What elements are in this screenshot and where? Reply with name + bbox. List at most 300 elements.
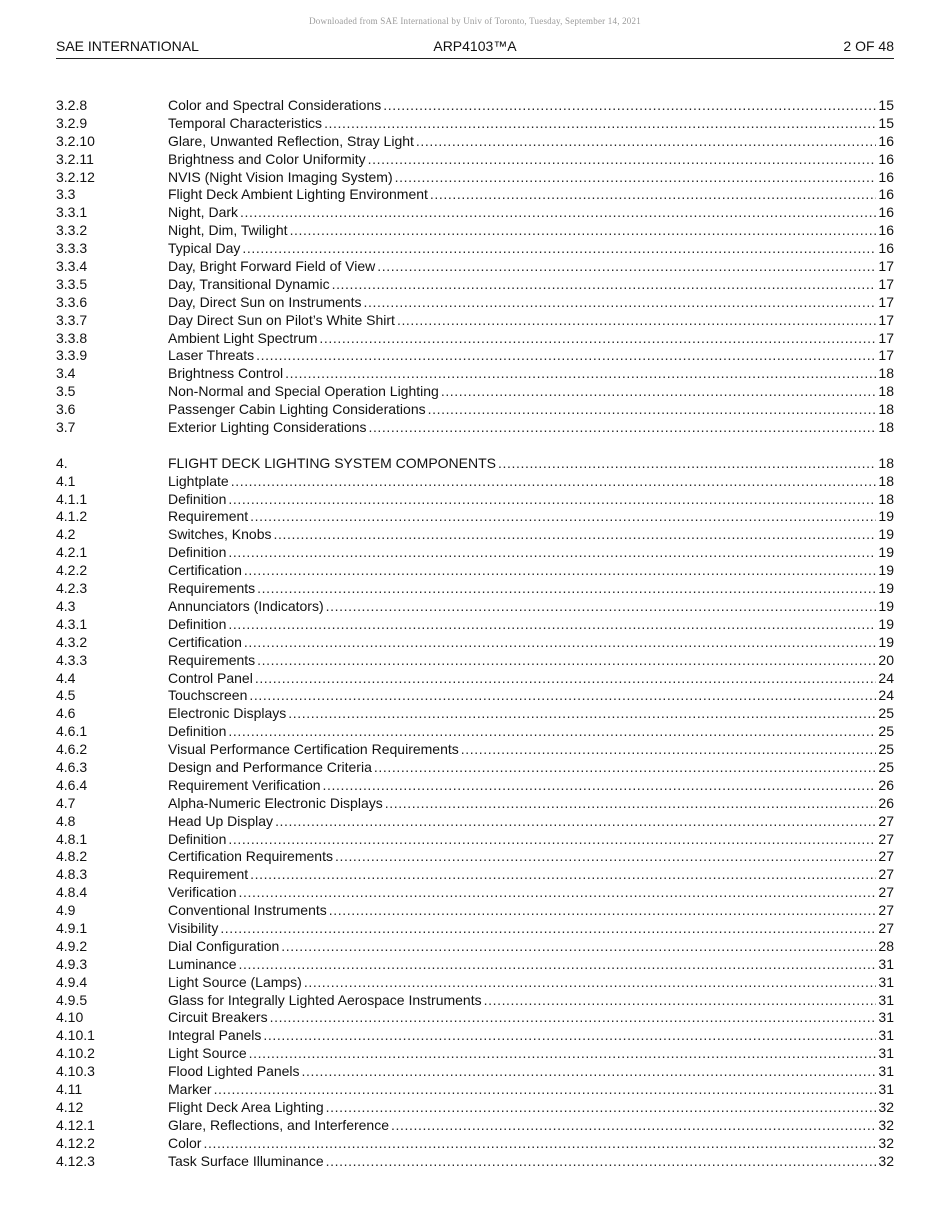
- toc-section-number: 4.3.1: [56, 615, 88, 632]
- toc-section-number: 3.7: [56, 419, 76, 436]
- toc-section-title: Marker: [168, 1080, 212, 1097]
- toc-entry-line: [168, 1045, 894, 1063]
- toc-section-title: Flood Lighted Panels: [168, 1063, 300, 1080]
- toc-entry[interactable]: [56, 1027, 894, 1045]
- toc-entry-line: [168, 491, 894, 509]
- toc-section-number: 4.12.2: [56, 1134, 95, 1151]
- toc-section-title: Temporal Characteristics: [168, 114, 323, 131]
- toc-section-title: Conventional Instruments: [168, 902, 327, 919]
- toc-entry[interactable]: [56, 526, 894, 544]
- toc-entry-line: [168, 97, 894, 115]
- toc-section-number: 4.2: [56, 526, 76, 543]
- toc-entry-line: [168, 580, 894, 598]
- toc-entry[interactable]: [56, 1099, 894, 1117]
- toc-dot-leader: [274, 526, 877, 544]
- toc-dot-leader: [231, 473, 877, 491]
- toc-dot-leader: [203, 1135, 876, 1153]
- toc-entry[interactable]: [56, 687, 894, 705]
- toc-entry-line: [168, 401, 894, 419]
- toc-section-number: 3.6: [56, 401, 76, 418]
- toc-section-title: Light Source (Lamps): [168, 973, 302, 990]
- toc-dot-leader: [244, 634, 877, 652]
- toc-page-number: 17: [878, 347, 894, 364]
- toc-page-number: 19: [878, 615, 894, 632]
- toc-section-title: Ambient Light Spectrum: [168, 329, 318, 346]
- toc-dot-leader: [240, 204, 876, 222]
- toc-page-number: 24: [878, 687, 894, 704]
- toc-section-title: Laser Threats: [168, 347, 255, 364]
- toc-section-title: Day, Bright Forward Field of View: [168, 258, 376, 275]
- toc-page-number: 19: [878, 580, 894, 597]
- toc-section-title: Requirements: [168, 651, 256, 668]
- toc-entry[interactable]: [56, 1009, 894, 1027]
- toc-dot-leader: [228, 544, 876, 562]
- toc-section-title: Requirement: [168, 508, 249, 525]
- toc-section-title: Day Direct Sun on Pilot’s White Shirt: [168, 311, 395, 328]
- toc-dot-leader: [374, 759, 877, 777]
- toc-dot-leader: [383, 97, 876, 115]
- toc-page-number: 16: [878, 150, 894, 167]
- toc-section-number: 3.3.9: [56, 347, 88, 364]
- toc-entry[interactable]: [56, 938, 894, 956]
- toc-entry[interactable]: [56, 723, 894, 741]
- toc-entry[interactable]: [56, 795, 894, 813]
- toc-section-number: 3.3: [56, 186, 76, 203]
- toc-section-number: 3.3.5: [56, 275, 88, 292]
- toc-page-number: 16: [878, 240, 894, 257]
- toc-entry-line: [168, 777, 894, 795]
- toc-entry-line: [168, 938, 894, 956]
- toc-entry[interactable]: [56, 330, 894, 348]
- toc-dot-leader: [395, 169, 877, 187]
- toc-section-number: 4.9.2: [56, 937, 88, 954]
- toc-entry-line: [168, 866, 894, 884]
- toc-page-number: 19: [878, 544, 894, 561]
- toc-section-title: Circuit Breakers: [168, 1009, 268, 1026]
- toc-entry-line: [168, 169, 894, 187]
- toc-entry[interactable]: [56, 974, 894, 992]
- toc-entry[interactable]: [56, 133, 894, 151]
- toc-dot-leader: [288, 705, 876, 723]
- toc-section-number: 4.12.1: [56, 1116, 95, 1133]
- toc-page-number: 19: [878, 562, 894, 579]
- toc-entry-line: [168, 705, 894, 723]
- toc-page-number: 19: [878, 633, 894, 650]
- toc-entry[interactable]: [56, 204, 894, 222]
- toc-section-title: Brightness Control: [168, 365, 284, 382]
- toc-section-number: 4.2.2: [56, 562, 88, 579]
- download-watermark-note: Downloaded from SAE International by Univ of Toronto, Tuesday, September 14, 2021: [309, 16, 641, 26]
- toc-section-title: Day, Direct Sun on Instruments: [168, 293, 362, 310]
- toc-entry[interactable]: [56, 902, 894, 920]
- toc-dot-leader: [329, 902, 877, 920]
- toc-page-number: 17: [878, 311, 894, 328]
- toc-section-number: 4.10: [56, 1009, 84, 1026]
- toc-page-number: 16: [878, 222, 894, 239]
- toc-entry-line: [168, 741, 894, 759]
- toc-section-title: Flight Deck Area Lighting: [168, 1098, 324, 1115]
- toc-section-number: 4.: [56, 454, 68, 471]
- toc-entry-line: [168, 884, 894, 902]
- toc-entry[interactable]: [56, 634, 894, 652]
- toc-section-number: 4.6.3: [56, 758, 88, 775]
- toc-entry-line: [168, 848, 894, 866]
- toc-entry-line: [168, 670, 894, 688]
- toc-dot-leader: [498, 455, 876, 473]
- toc-page-number: 16: [878, 204, 894, 221]
- toc-entry-line: [168, 115, 894, 133]
- toc-dot-leader: [416, 133, 877, 151]
- toc-section-number: 4.8.2: [56, 848, 88, 865]
- toc-dot-leader: [250, 866, 876, 884]
- toc-entry[interactable]: [56, 294, 894, 312]
- toc-section-title: Definition: [168, 615, 227, 632]
- toc-dot-leader: [319, 330, 876, 348]
- toc-entry-line: [168, 687, 894, 705]
- toc-dot-leader: [257, 580, 876, 598]
- toc-page-number: 18: [878, 419, 894, 436]
- toc-page-number: 25: [878, 705, 894, 722]
- toc-entry-line: [168, 1117, 894, 1135]
- toc-section-number: 3.2.8: [56, 97, 88, 113]
- toc-entry-line: [168, 1135, 894, 1153]
- toc-section-number: 3.5: [56, 383, 76, 400]
- toc-entry[interactable]: [56, 312, 894, 330]
- toc-dot-leader: [249, 687, 876, 705]
- toc-page-number: 19: [878, 597, 894, 614]
- toc-entry[interactable]: [56, 401, 894, 419]
- toc-section-title: Head Up Display: [168, 812, 274, 829]
- toc-dot-leader: [220, 920, 876, 938]
- toc-page-number: 17: [878, 293, 894, 310]
- toc-entry[interactable]: [56, 97, 894, 115]
- toc-dot-leader: [368, 419, 876, 437]
- toc-section-number: 4.6: [56, 705, 76, 722]
- toc-section-title: Touchscreen: [168, 687, 248, 704]
- toc-section-number: 4.10.2: [56, 1045, 95, 1062]
- toc-page-number: 31: [878, 991, 894, 1008]
- toc-section-number: 3.3.7: [56, 311, 88, 328]
- toc-entry[interactable]: [56, 186, 894, 204]
- toc-entry[interactable]: [56, 813, 894, 831]
- toc-dot-leader: [323, 777, 877, 795]
- toc-entry[interactable]: [56, 151, 894, 169]
- toc-page-number: 18: [878, 490, 894, 507]
- toc-section-number: 4.11: [56, 1080, 83, 1097]
- toc-section-number: 4.12.3: [56, 1152, 95, 1169]
- toc-section-title: Night, Dark: [168, 204, 239, 221]
- toc-dot-leader: [285, 365, 876, 383]
- toc-entry[interactable]: [56, 1135, 894, 1153]
- toc-page-number: 27: [878, 830, 894, 847]
- toc-entry-line: [168, 133, 894, 151]
- toc-entry-line: [168, 383, 894, 401]
- publisher-name: SAE INTERNATIONAL: [56, 38, 199, 54]
- toc-entry-line: [168, 151, 894, 169]
- toc-entry[interactable]: [56, 992, 894, 1010]
- toc-section-title: Switches, Knobs: [168, 526, 272, 543]
- toc-section-title: Certification Requirements: [168, 848, 333, 865]
- toc-entry-line: [168, 276, 894, 294]
- toc-entry[interactable]: [56, 419, 894, 437]
- toc-entry-line: [168, 920, 894, 938]
- toc-entry-line: [168, 813, 894, 831]
- toc-section-title: Definition: [168, 830, 227, 847]
- toc-section-title: Light Source: [168, 1045, 247, 1062]
- toc-section-title: Luminance: [168, 955, 237, 972]
- toc-dot-leader: [461, 741, 877, 759]
- toc-entry-line: [168, 544, 894, 562]
- toc-section-number: 4.12: [56, 1098, 84, 1115]
- toc-section-number: 4.9.1: [56, 919, 88, 936]
- toc-page-number: 32: [878, 1116, 894, 1133]
- toc-entry[interactable]: [56, 741, 894, 759]
- toc-entry[interactable]: [56, 759, 894, 777]
- toc-page-number: 17: [878, 275, 894, 292]
- toc-section-title: Lightplate: [168, 472, 229, 489]
- toc-page-number: 26: [878, 794, 894, 811]
- toc-entry[interactable]: [56, 1153, 894, 1171]
- toc-dot-leader: [326, 598, 877, 616]
- toc-entry[interactable]: [56, 222, 894, 240]
- toc-dot-leader: [324, 115, 876, 133]
- toc-page-number: 27: [878, 902, 894, 919]
- toc-dot-leader: [275, 813, 876, 831]
- toc-dot-leader: [385, 795, 877, 813]
- toc-page-number: 32: [878, 1098, 894, 1115]
- toc-entry-line: [168, 222, 894, 240]
- toc-page-number: 27: [878, 848, 894, 865]
- toc-entry[interactable]: [56, 562, 894, 580]
- toc-entry[interactable]: [56, 1117, 894, 1135]
- page-number: 2 OF 48: [843, 38, 894, 54]
- toc-entry-line: [168, 634, 894, 652]
- toc-entry[interactable]: [56, 1063, 894, 1081]
- toc-dot-leader: [228, 831, 876, 849]
- toc-page-number: 15: [878, 114, 894, 131]
- toc-entry[interactable]: [56, 848, 894, 866]
- toc-dot-leader: [304, 974, 877, 992]
- toc-entry[interactable]: [56, 455, 894, 473]
- toc-section-title: Definition: [168, 544, 227, 561]
- toc-section-title: Definition: [168, 490, 227, 507]
- toc-entry-line: [168, 1009, 894, 1027]
- toc-entry[interactable]: [56, 920, 894, 938]
- toc-section-title: Visual Performance Certification Requirements: [168, 741, 459, 758]
- toc-section-number: 4.9: [56, 902, 76, 919]
- toc-section-number: 3.4: [56, 365, 76, 382]
- toc-entry[interactable]: [56, 866, 894, 884]
- toc-entry-line: [168, 1153, 894, 1171]
- toc-entry[interactable]: [56, 258, 894, 276]
- toc-page-number: 28: [878, 937, 894, 954]
- toc-entry-line: [168, 1081, 894, 1099]
- toc-entry-line: [168, 616, 894, 634]
- toc-entry[interactable]: [56, 347, 894, 365]
- toc-section-number: 4.2.3: [56, 580, 88, 597]
- toc-entry[interactable]: [56, 652, 894, 670]
- toc-section-title: Electronic Displays: [168, 705, 287, 722]
- toc-section-number: 3.2.9: [56, 114, 88, 131]
- toc-entry[interactable]: [56, 616, 894, 634]
- toc-section-number: 4.1.1: [56, 490, 88, 507]
- toc-page-number: 16: [878, 186, 894, 203]
- toc-dot-leader: [290, 222, 877, 240]
- toc-entry-line: [168, 956, 894, 974]
- toc-entry[interactable]: [56, 670, 894, 688]
- toc-entry-line: [168, 419, 894, 437]
- toc-page-number: 31: [878, 1045, 894, 1062]
- toc-dot-leader: [239, 956, 877, 974]
- toc-section-title: Integral Panels: [168, 1027, 262, 1044]
- toc-entry-line: [168, 1027, 894, 1045]
- toc-page-number: 16: [878, 132, 894, 149]
- toc-page-number: 18: [878, 383, 894, 400]
- toc-entry[interactable]: [56, 383, 894, 401]
- toc-section-number: 3.3.1: [56, 204, 88, 221]
- toc-entry-line: [168, 240, 894, 258]
- toc-dot-leader: [214, 1081, 877, 1099]
- toc-entry-line: [168, 1063, 894, 1081]
- toc-dot-leader: [326, 1099, 877, 1117]
- toc-dot-leader: [428, 401, 877, 419]
- toc-entry[interactable]: [56, 777, 894, 795]
- toc-entry[interactable]: [56, 115, 894, 133]
- toc-section-number: 4.6.1: [56, 723, 88, 740]
- toc-entry-line: [168, 902, 894, 920]
- toc-page-number: 25: [878, 723, 894, 740]
- toc-section-number: 4.3.2: [56, 633, 88, 650]
- toc-section-title: Annunciators (Indicators): [168, 597, 324, 614]
- toc-dot-leader: [228, 491, 876, 509]
- toc-section-title: Requirement: [168, 866, 249, 883]
- toc-section-title: Exterior Lighting Considerations: [168, 419, 367, 436]
- toc-page-number: 27: [878, 884, 894, 901]
- toc-dot-leader: [335, 848, 876, 866]
- toc-section-number: 4.7: [56, 794, 76, 811]
- toc-entry-line: [168, 723, 894, 741]
- toc-section-number: 4.8.3: [56, 866, 88, 883]
- toc-dot-leader: [257, 652, 876, 670]
- toc-section-number: 4.6.4: [56, 776, 88, 793]
- toc-entry[interactable]: [56, 365, 894, 383]
- toc-entry-line: [168, 974, 894, 992]
- toc-page-number: 31: [878, 973, 894, 990]
- toc-entry-line: [168, 330, 894, 348]
- toc-section-title: Glare, Reflections, and Interference: [168, 1116, 390, 1133]
- toc-dot-leader: [377, 258, 876, 276]
- toc-section-title: Color and Spectral Considerations: [168, 97, 382, 113]
- toc-dot-leader: [238, 884, 876, 902]
- toc-section-number: 4.8.4: [56, 884, 88, 901]
- toc-page-number: 19: [878, 526, 894, 543]
- toc-section-title: Certification: [168, 562, 242, 579]
- toc-entry[interactable]: [56, 473, 894, 491]
- toc-dot-leader: [250, 508, 876, 526]
- toc-entry-line: [168, 992, 894, 1010]
- toc-dot-leader: [484, 992, 877, 1010]
- toc-page-number: 26: [878, 776, 894, 793]
- toc-section-number: 4.9.4: [56, 973, 88, 990]
- toc-entry-line: [168, 258, 894, 276]
- toc-section-title: Design and Performance Criteria: [168, 758, 372, 775]
- toc-dot-leader: [302, 1063, 877, 1081]
- toc-entry-line: [168, 508, 894, 526]
- toc-section-number: 3.3.6: [56, 293, 88, 310]
- toc-dot-leader: [391, 1117, 876, 1135]
- toc-entry-line: [168, 204, 894, 222]
- toc-entry[interactable]: [56, 544, 894, 562]
- toc-entry[interactable]: [56, 598, 894, 616]
- toc-section-number: 4.10.1: [56, 1027, 95, 1044]
- toc-entry[interactable]: [56, 956, 894, 974]
- toc-page-number: 27: [878, 919, 894, 936]
- toc-section-title: Requirement Verification: [168, 776, 321, 793]
- toc-entry-line: [168, 312, 894, 330]
- toc-entry-line: [168, 294, 894, 312]
- toc-page-number: 25: [878, 741, 894, 758]
- toc-entry[interactable]: [56, 276, 894, 294]
- toc-entry-line: [168, 526, 894, 544]
- toc-section-title: Night, Dim, Twilight: [168, 222, 288, 239]
- toc-entry-line: [168, 1099, 894, 1117]
- toc-section-number: 4.4: [56, 669, 76, 686]
- toc-entry[interactable]: [56, 1081, 894, 1099]
- toc-page-number: 16: [878, 168, 894, 185]
- toc-section-number: 4.9.3: [56, 955, 88, 972]
- toc-section-title: Alpha-Numeric Electronic Displays: [168, 794, 383, 811]
- toc-section-title: Non-Normal and Special Operation Lighting: [168, 383, 439, 400]
- toc-entry[interactable]: [56, 240, 894, 258]
- toc-section-title: Passenger Cabin Lighting Considerations: [168, 401, 426, 418]
- toc-dot-leader: [242, 240, 876, 258]
- toc-section-title: Glare, Unwanted Reflection, Stray Light: [168, 132, 414, 149]
- toc-section-number: 4.1: [56, 472, 76, 489]
- toc-dot-leader: [441, 383, 877, 401]
- toc-entry[interactable]: [56, 580, 894, 598]
- toc-dot-leader: [255, 670, 877, 688]
- toc-section-title: Day, Transitional Dynamic: [168, 275, 330, 292]
- toc-page-number: 17: [878, 329, 894, 346]
- toc-section-title: Dial Configuration: [168, 937, 280, 954]
- toc-page-number: 18: [878, 454, 894, 471]
- toc-page-number: 31: [878, 1080, 894, 1097]
- toc-section-title: Glass for Integrally Lighted Aerospace Instruments: [168, 991, 482, 1008]
- toc-entry[interactable]: [56, 508, 894, 526]
- toc-section-number: 4.6.2: [56, 741, 88, 758]
- toc-dot-leader: [228, 723, 876, 741]
- toc-dot-leader: [397, 312, 876, 330]
- toc-dot-leader: [256, 347, 876, 365]
- toc-section-title: Task Surface Illuminance: [168, 1152, 324, 1169]
- toc-entry-line: [168, 473, 894, 491]
- toc-entry[interactable]: [56, 705, 894, 723]
- toc-dot-leader: [363, 294, 876, 312]
- toc-entry[interactable]: [56, 831, 894, 849]
- toc-entry[interactable]: [56, 169, 894, 187]
- toc-entry-line: [168, 831, 894, 849]
- table-of-contents: [56, 97, 894, 1170]
- toc-page-number: 31: [878, 1009, 894, 1026]
- toc-section-number: 3.3.2: [56, 222, 88, 239]
- toc-entry-line: [168, 652, 894, 670]
- toc-section-number: 3.3.8: [56, 329, 88, 346]
- toc-entry[interactable]: [56, 1045, 894, 1063]
- toc-section-title: Typical Day: [168, 240, 241, 257]
- toc-dot-leader: [368, 151, 877, 169]
- toc-entry[interactable]: [56, 491, 894, 509]
- toc-entry[interactable]: [56, 884, 894, 902]
